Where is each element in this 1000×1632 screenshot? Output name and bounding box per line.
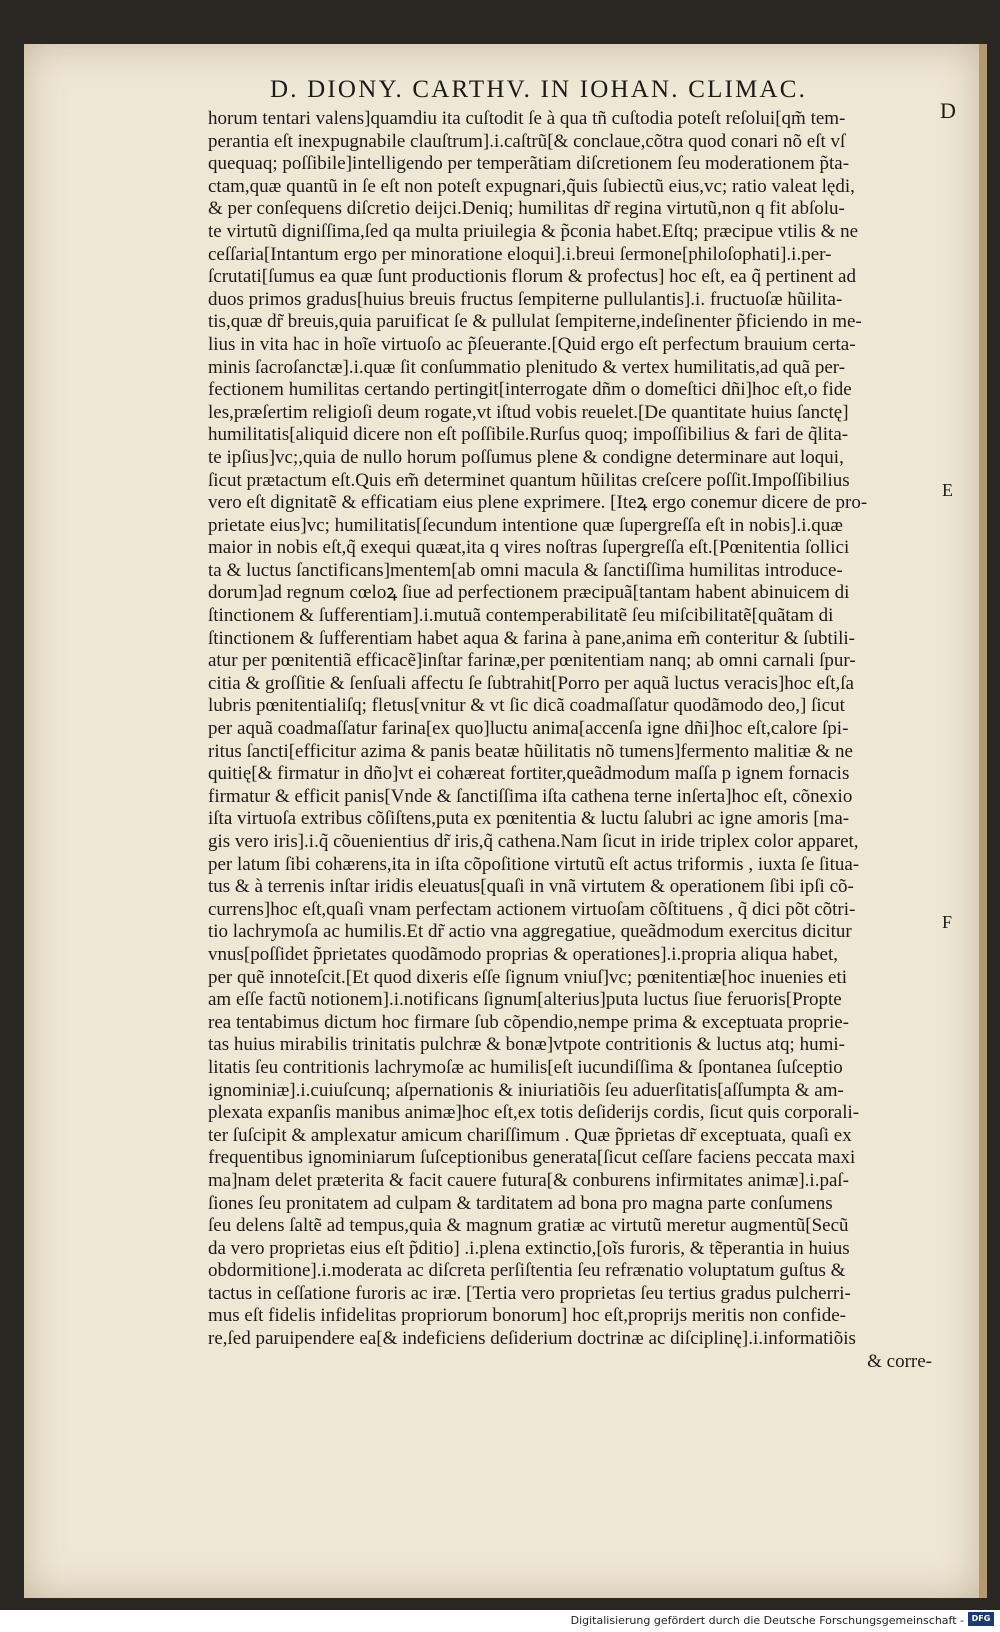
text-line: citia & groſſitie & ſenſuali affectu ſe ſubtrahit[Porro per aquã luctus veracis]hoc eſt,ſa — [208, 672, 854, 694]
text-line: horum tentari valens]quamdiu ita cuſtodit ſe à qua tñ cuſtodia poteſt reſolui[qm̃ tem- — [208, 108, 846, 129]
text-line: ſtinctionem & ſufferentiam].i.mutuã contemperabilitatẽ ſeu miſcibilitatẽ[quãtam di — [208, 605, 834, 627]
text-line: ter ſuſcipit & amplexatur amicum chariſſimum . Quæ p̃prietas dr̃ exceptuata, quaſi ex — [208, 1124, 852, 1146]
margin-letter-f: F — [942, 912, 953, 932]
text-line: les,præſertim religioſi deum rogate,vt iſtud vobis reuelet.[De quantitate huius ſanctę] — [208, 401, 849, 423]
text-line: duos primos gradus[huius breuis fructus ſempiterne pullulantis].i. fructuoſæ hũilita- — [208, 288, 843, 310]
text-line: ta & luctus ſanctificans]mentem[ab omni macula & ſanctiſſima humilitas introduce- — [208, 559, 843, 581]
text-line: ignominiæ].i.cuiuſcunq; aſpernationis & iniuriatiõis ſeu aduerſitatis[aſſumpta & am- — [208, 1079, 844, 1101]
margin-letter-d: D — [940, 98, 956, 123]
text-line: per latum ſibi cohærens,ita in iſta cõpoſitione virtutũ eſt actus triformis , iuxta ſe ſitua- — [208, 853, 860, 875]
running-title: D. DIONY. CARTHV. IN IOHAN. CLIMAC. — [270, 76, 808, 103]
catchword: & corre- — [867, 1350, 932, 1372]
text-line: maior in nobis eſt,q̃ exequi quæat,ita q vires noſtras ſupergreſſa eſt.[Pœnitentia ſollici — [208, 537, 850, 559]
text-line: minis ſacroſanctæ].i.quæ ſit conſummatio plenitudo & vertex humilitatis,ad quã per- — [208, 356, 846, 378]
text-line: humilitatis[aliquid dicere non eſt poſſibile.Rurſus quoq; impoſſibilius & fari de q̃lita- — [208, 424, 849, 446]
text-line: & per conſequens diſcretio deijci.Deniq; humilitas dr̃ regina virtutũ,non q fit abſolu- — [208, 198, 845, 220]
text-line: tis,quæ dr̃ breuis,quia paruificat ſe & pullulat ſempiterne,indeſinenter p̃ficiendo in me- — [208, 311, 862, 333]
text-line: frequentibus ignominiarum ſuſceptionibus generata[ſicut ceſſare faciens peccata maxi — [208, 1147, 856, 1169]
text-line: firmatur & efficit panis[Vnde & ſanctiſſima iſta cathena terne inſerta]hoc eſt, cõnexio — [208, 785, 853, 807]
margin-letter-e: E — [942, 480, 953, 500]
text-line: ctam,quæ quantũ in ſe eſt non poteſt expugnari,q̃uis ſubiectũ eius,vc; ratio valeat lędi, — [208, 175, 855, 197]
text-line: tactus in ceſſatione furoris ac iræ. [Tertia vero proprietas ſeu tertius gradus pulcherri- — [208, 1282, 851, 1304]
body-text — [208, 108, 938, 1373]
dfg-logo: DFG — [968, 1612, 994, 1626]
text-line: tio lachrymoſa ac humilis.Et dr̃ actio vna aggregatiue, queãdmodum exercitus dicitur — [208, 921, 852, 943]
text-line: ſiones ſeu pronitatem ad culpam & tarditatem ad bona pro magna parte conſumens — [208, 1192, 833, 1214]
text-line: ritus ſancti[efficitur azima & panis beatæ hũilitatis nõ tumens]fermento malitiæ & ne — [208, 740, 853, 762]
page-edge — [979, 44, 987, 1598]
text-line: vero eſt dignitatẽ & efficatiam eius plene exprimere. [Iteꝝ ergo conemur dicere de pro- — [208, 492, 868, 514]
text-line: te virtutũ digniſſima,ſed qa multa priuilegia & p̃conia habet.Eſtq; præcipue vtilis & ne — [208, 220, 859, 242]
text-line: fectionem humilitas certando pertingit[interrogate dñm o domeſtici dñi]hoc eſt,o fide — [208, 379, 852, 401]
text-line: ſicut prætactum eſt.Quis em̃ determinet quantum hũilitas creſcere poſſit.Impoſſibilius — [208, 469, 850, 491]
text-line: ceſſaria[Intantum ergo per minoratione eloqui].i.breui ſermone[philoſophati].i.per- — [208, 243, 832, 265]
text-line: am eſſe factũ notionem].i.notificans ſignum[alterius]puta luctus ſiue feruoris[Propte — [208, 989, 842, 1011]
text-line: per quẽ innoteſcit.[Et quod dixeris eſſe ſignum vniuſ]vc; pœnitentiæ[hoc inuenies eti — [208, 966, 847, 988]
text-line: litatis ſeu contritionis lachrymoſæ ac humilis[eſt iucundiſſima & ſpontanea ſuſceptio — [208, 1056, 843, 1078]
text-line: tas huius mirabilis trinitatis pulchræ & bonæ]vtpote contritionis & luctus atq; humi- — [208, 1034, 845, 1056]
text-line: ſcrutati[ſumus ea quæ ſunt productionis florum & profectus] hoc eſt, ea q̃ pertinent ad — [208, 266, 856, 288]
text-line: plexata expanſis manibus animæ]hoc eſt,ex totis deſiderijs cordis, ſicut quis corporali- — [208, 1102, 860, 1124]
text-line: vnus[poſſidet p̃prietates quodãmodo proprias & operationes].i.propria aliqua habet, — [208, 943, 838, 965]
text-line: te ipſius]vc;,quia de nullo horum poſſumus plene & condigne determinare aut loqui, — [208, 446, 844, 468]
text-line: lius in vita hac in hoĩe virtuoſo ac p̃ſeuerante.[Quid ergo eſt perfectum brauium certa- — [208, 333, 856, 355]
text-line: atur per pœnitentiã efficacẽ]inſtar farinæ,per pœnitentiam nanq; ab omni carnali ſpur- — [208, 650, 856, 672]
text-line: quitię[& firmatur in dño]vt ei cohæreat fortiter,queãdmodum maſſa p ignem fornacis — [208, 763, 850, 785]
text-line: ma]nam delet præterita & facit cauere futura[& conburens infirmitates animæ].i.paſ- — [208, 1169, 849, 1191]
text-line: per aquã coadmaſſatur farina[ex quo]luctu anima[accenſa igne dñi]hoc eſt,calore ſpi- — [208, 718, 849, 740]
text-line: prietate eius]vc; humilitatis[ſecundum intentione quæ ſupergreſſa eſt in nobis].i.quæ — [208, 514, 843, 536]
text-line: obdormitione].i.moderata ac diſcreta perſiſtentia ſeu refrænatio voluptatum guſtus & — [208, 1260, 846, 1282]
text-line: currens]hoc eſt,quaſi vnam perfectam actionem virtuoſam cõſtituens , q̃ dici põt cõtri- — [208, 898, 856, 920]
funding-credit: Digitalisierung gefördert durch die Deutsche Forschungsgemeinschaft - — [570, 1614, 964, 1627]
text-line: tus & à terrenis inſtar iridis eleuatus[quaſi in vnã virtutem & operationem ſibi ipſi cõ- — [208, 876, 854, 898]
text-line: perantia eſt inexpugnabile clauſtrum].i.caſtrũ[& conclaue,cõtra quod conari nõ eſt vſ — [208, 130, 846, 152]
text-line: mus eſt fidelis infidelitas propriorum bonorum] hoc eſt,proprijs meritis non confide- — [208, 1305, 846, 1327]
text-line: gis vero iris].i.q̃ cõuenientius dr̃ iris,q̃ cathena.Nam ſicut in iride triplex color apparet, — [208, 831, 859, 852]
text-line: iſta virtuoſa extribus cõſiſtens,puta ex pœnitentia & luctu ſalubri ac igne amoris [ma- — [208, 808, 850, 830]
text-line: rea tentabimus dictum hoc firmare ſub cõpendio,nempe prima & exceptuata proprie- — [208, 1011, 850, 1033]
text-line: quequaq; poſſibile]intelligendo per temperãtiam diſcretionem ſeu moderationem p̃ta- — [208, 153, 850, 175]
text-line: lubris pœnitentialiſq; fletus[vnitur & vt ſic dicã coadmaſſatur quodãmodo deo,] ſicut — [208, 695, 845, 717]
text-line: ſeu delens ſaltẽ ad tempus,quia & magnum gratiæ ac virtutũ meretur augmentũ[Secũ — [208, 1215, 849, 1237]
text-line: ſtinctionem & ſufferentiam habet aqua & farina à pane,anima em̃ conteritur & ſubtili- — [208, 627, 856, 649]
text-line: re,ſed paruipendere ea[& indeficiens deſiderium doctrinæ ac diſciplinę].i.informatiõis — [208, 1328, 856, 1350]
text-line: dorum]ad regnum cœloꝝ ſiue ad perfectionem præcipuã[tantam habent abinuicem di — [208, 582, 850, 604]
text-line: da vero proprietas eius eſt p̃ditio] .i.plena extinctio,[oĩs furoris, & tẽperantia in huius — [208, 1237, 850, 1259]
